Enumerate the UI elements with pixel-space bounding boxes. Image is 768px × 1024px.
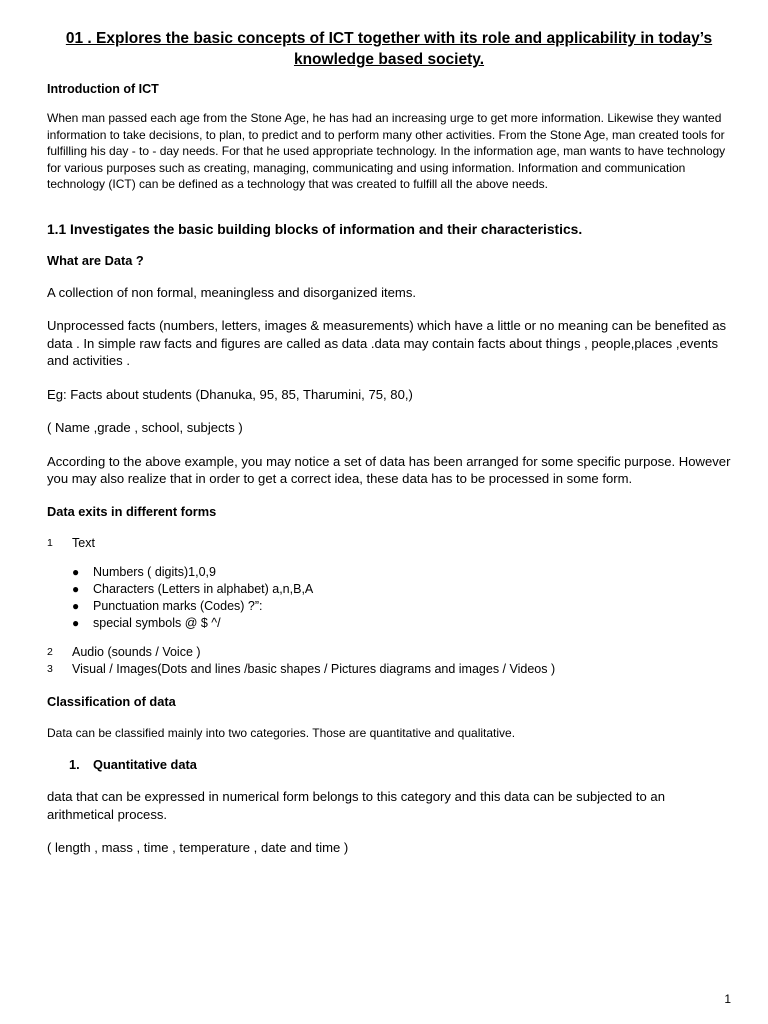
data-form-item [47, 644, 731, 661]
data-example-fields: ( Name ,grade , school, subjects ) [47, 420, 243, 435]
bullet-text: special symbols @ $ ^/ [93, 615, 221, 630]
list-item [72, 564, 731, 581]
bullet-icon: ● [72, 564, 80, 579]
bullet-icon: ● [72, 598, 80, 613]
list-item [72, 615, 731, 632]
classification-heading: Classification of data [47, 693, 176, 709]
data-forms-heading: Data exits in different forms [47, 503, 217, 519]
document-title: 01 . Explores the basic concepts of ICT together with its role and applicability in today’s knowledge based society. [65, 30, 713, 68]
data-example-paragraph: Eg: Facts about students (Dhanuka, 95, 85, Tharumini, 75, 80,) [47, 386, 413, 402]
data-definition-paragraph-5: According to the above example, you may notice a set of data has been arranged for some specific purpose. However you may also realize that in order to get a correct idea, these data has to be processed in some form. [47, 453, 731, 486]
data-form-number: 2 [47, 645, 53, 658]
intro-paragraph: When man passed each age from the Stone Age, he has had an increasing urge to get more information. Likewise they wanted information to take decisions, to plan, to predict and to perform many other activities. From the Stone Age, man created tools for fulfilling his day - to - day needs. For that he used appropriate technology. In the information age, man wants to have technology for various purposes such as creating, managing, communicating and using information. Information and communication technology (ICT) can be defined as a technology that was created to fulfill all the above needs. [47, 111, 726, 191]
data-form-item [47, 535, 731, 552]
bullet-icon: ● [72, 615, 80, 630]
data-form-label: Visual / Images(Dots and lines /basic shapes / Pictures diagrams and images / Videos ) [72, 661, 556, 676]
data-form-number: 1 [47, 536, 53, 549]
data-form-item [47, 661, 731, 678]
bullet-icon: ● [72, 581, 80, 596]
document-page [47, 28, 731, 873]
data-definition-paragraph-2: Unprocessed facts (numbers, letters, images & measurements) which have a little or no meaning can be benefited as data . In simple raw facts and figures are called as data .data may contain facts about things , people,places ,events and activities . [47, 318, 727, 368]
data-definition-paragraph-1: A collection of non formal, meaningless and disorganized items. [47, 284, 417, 300]
text-form-bullet-list [47, 564, 731, 632]
bullet-text: Punctuation marks (Codes) ?”: [93, 598, 263, 613]
quantitative-data-example: ( length , mass , time , temperature , date and time ) [47, 840, 349, 855]
section-heading: 1.1 Investigates the basic building blocks of information and their characteristics. [47, 221, 583, 237]
data-form-label: Text [72, 535, 95, 550]
bullet-text: Characters (Letters in alphabet) a,n,B,A [93, 581, 314, 596]
data-form-label: Audio (sounds / Voice ) [72, 644, 201, 659]
quantitative-data-paragraph: data that can be expressed in numerical form belongs to this category and this data can be subjected to an arithmetical process. [47, 789, 665, 822]
intro-heading: Introduction of ICT [47, 82, 159, 96]
list-item [72, 598, 731, 615]
list-item [72, 581, 731, 598]
ordered-item-number: 1. [69, 757, 80, 772]
classification-paragraph: Data can be classified mainly into two categories. Those are quantitative and qualitative. [47, 725, 516, 740]
page-number: 1 [724, 992, 731, 1006]
data-definition-heading: What are Data ? [47, 252, 144, 268]
data-form-number: 3 [47, 662, 53, 675]
bullet-text: Numbers ( digits)1,0,9 [93, 564, 216, 579]
ordered-item-label: Quantitative data [93, 757, 197, 772]
quantitative-data-heading [47, 757, 731, 772]
